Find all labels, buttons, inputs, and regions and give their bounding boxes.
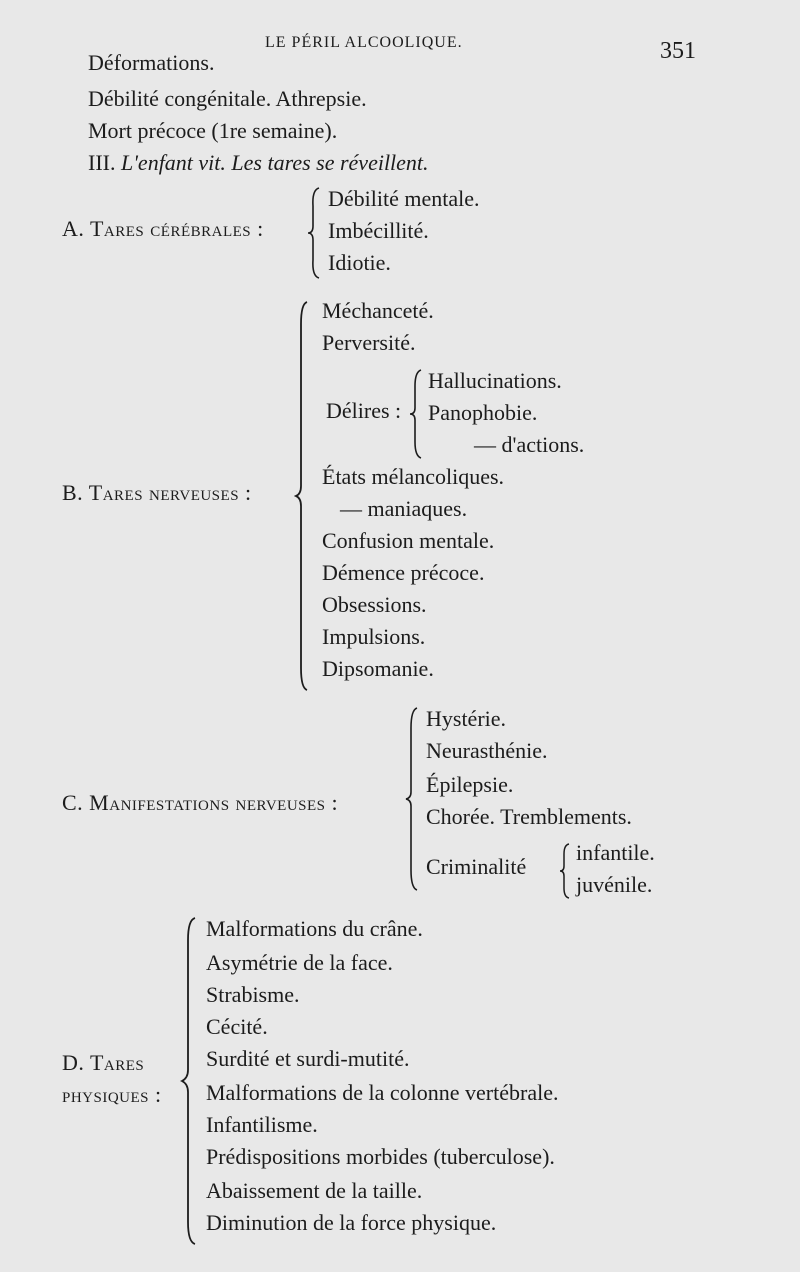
category-b-item: États mélancoliques.: [322, 464, 505, 489]
category-d-item: Abaissement de la taille.: [206, 1178, 423, 1203]
category-c-item: Épilepsie.: [426, 772, 514, 797]
delires-item: Panophobie.: [428, 400, 538, 425]
category-b-item: Méchanceté.: [322, 298, 434, 323]
category-d-item: Surdité et surdi-mutité.: [206, 1046, 410, 1071]
category-c-item: Chorée. Tremblements.: [426, 804, 632, 829]
category-a-label: A. Tares cérébrales :: [62, 216, 264, 241]
category-b-item: Perversité.: [322, 330, 416, 355]
category-d-item: Infantilisme.: [206, 1112, 318, 1137]
section-three-heading: [88, 150, 429, 176]
category-d-item: Diminution de la force physique.: [206, 1210, 497, 1235]
category-d-item: Malformations du crâne.: [206, 916, 423, 941]
criminalite-item: juvénile.: [576, 872, 653, 897]
category-b-brace: [294, 300, 310, 692]
category-b-item: Impulsions.: [322, 624, 426, 649]
delires-item: — d'actions.: [474, 432, 585, 457]
running-title: LE PÉRIL ALCOOLIQUE.: [265, 34, 463, 51]
delires-brace: [408, 368, 424, 460]
category-a-brace: [306, 186, 322, 280]
category-c-brace: [404, 706, 420, 892]
criminalite-label: Criminalité: [426, 854, 527, 879]
category-c-label: C. Manifestations nerveuses :: [62, 790, 339, 815]
category-d-item: Cécité.: [206, 1014, 268, 1039]
criminalite-brace: [558, 842, 572, 900]
category-d-label-line2: physiques :: [62, 1082, 162, 1107]
category-d-label-line1: D. Tares: [62, 1050, 145, 1075]
category-d-item: Malformations de la colonne vertébrale.: [206, 1080, 559, 1105]
category-a-item: Débilité mentale.: [328, 186, 480, 211]
line-deformations: Déformations.: [88, 50, 215, 75]
category-c-item: Neurasthénie.: [426, 738, 548, 763]
category-b-label: B. Tares nerveuses :: [62, 480, 252, 505]
category-b-item: Confusion mentale.: [322, 528, 495, 553]
page-number: 351: [660, 38, 696, 64]
category-d-item: Strabisme.: [206, 982, 300, 1007]
category-d-item: Asymétrie de la face.: [206, 950, 393, 975]
section-three-title: L'enfant vit. Les tares se réveillent.: [120, 150, 429, 175]
category-d-brace: [180, 916, 198, 1246]
category-b-item: Dipsomanie.: [322, 656, 434, 681]
category-b-item: Démence précoce.: [322, 560, 485, 585]
category-d-item: Prédispositions morbides (tuberculose).: [206, 1144, 555, 1169]
delires-label: Délires :: [326, 398, 402, 423]
category-a-item: Imbécillité.: [328, 218, 429, 243]
section-three-label: III.: [88, 150, 116, 175]
category-b-item: Obsessions.: [322, 592, 427, 617]
line-debilite-congenitale: Débilité congénitale. Athrepsie.: [88, 86, 367, 111]
line-mort-precoce: Mort précoce (1re semaine).: [88, 118, 338, 143]
category-c-item: Hystérie.: [426, 706, 507, 731]
delires-item: Hallucinations.: [428, 368, 562, 393]
category-b-item: — maniaques.: [340, 496, 468, 521]
category-a-item: Idiotie.: [328, 250, 391, 275]
criminalite-item: infantile.: [576, 840, 655, 865]
